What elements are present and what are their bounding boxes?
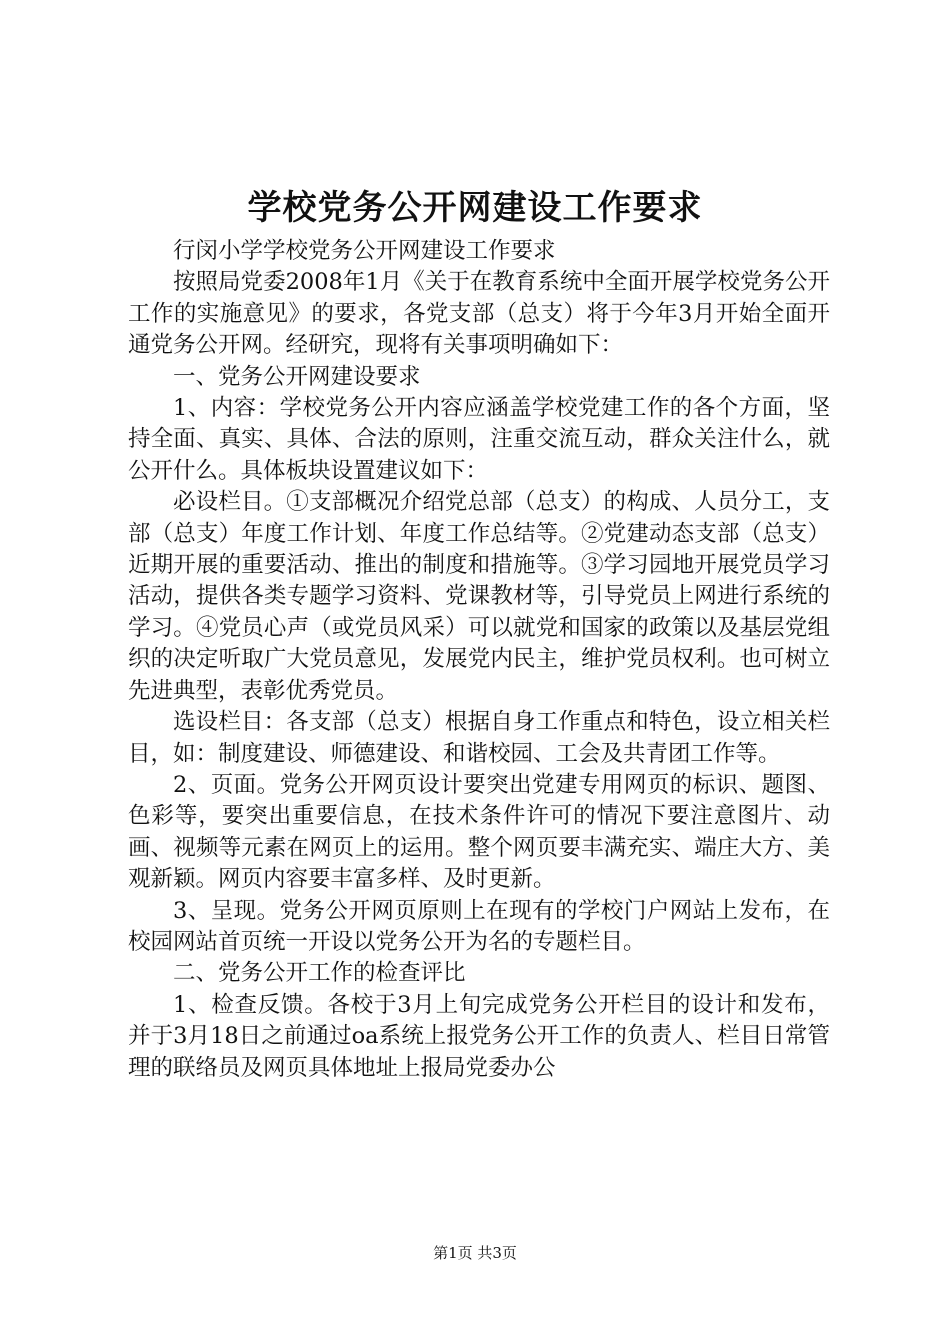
paragraph-school-heading: 行闵小学学校党务公开网建设工作要求: [173, 238, 556, 264]
paragraph-required-columns: 必设栏目。①支部概况介绍党总部（总支）的构成、人员分工，支部（总支）年度工作计划、年度工作总结等。②党建动态支部（总支）近期开展的重要活动、推出的制度和措施等。③学习园地开展党员学习活动，提供各类专题学习资料、党课教材等，引导党员上网进行系统的学习。④党员心声（或党员风采）可以就党和国家的政策以及基层党组织的决定听取广大党员意见，发展党内民主，维护党员权利。也可树立先进典型，表彰优秀党员。: [128, 489, 830, 704]
page-footer: 第1页 共3页: [433, 1244, 517, 1262]
paragraph-intro: 按照局党委2008年1月《关于在教育系统中全面开展学校党务公开工作的实施意见》的要求，各党支部（总支）将于今年3月开始全面开通党务公开网。经研究，现将有关事项明确如下：: [128, 269, 830, 359]
paragraph-inspection: 1、检查反馈。各校于3月上旬完成党务公开栏目的设计和发布，并于3月18日之前通过oa系统上报党务公开工作的负责人、栏目日常管理的联络员及网页具体地址上报局党委办公: [128, 991, 830, 1081]
document-title: 学校党务公开网建设工作要求: [247, 188, 703, 228]
section-heading-2: 二、党务公开工作的检查评比: [173, 960, 466, 987]
paragraph-presentation: 3、呈现。党务公开网页原则上在现有的学校门户网站上发布，在校园网站首页统一开设以党务公开为名的专题栏目。: [128, 897, 830, 955]
paragraph-optional-columns: 选设栏目：各支部（总支）根据自身工作重点和特色，设立相关栏目，如：制度建设、师德建设、和谐校园、工会及共青团工作等。: [128, 709, 830, 767]
section-heading-1: 一、党务公开网建设要求: [173, 363, 421, 390]
paragraph-content: 1、内容：学校党务公开内容应涵盖学校党建工作的各个方面，坚持全面、真实、具体、合法的原则，注重交流互动，群众关注什么，就公开什么。具体板块设置建议如下：: [128, 395, 830, 484]
paragraph-page-design: 2、页面。党务公开网页设计要突出党建专用网页的标识、题图、色彩等，要突出重要信息，在技术条件许可的情况下要注意图片、动画、视频等元素在网页上的运用。整个网页要丰满充实、端庄大方、美观新颖。网页内容要丰富多样、及时更新。: [128, 771, 830, 893]
document-body: [128, 236, 830, 1084]
